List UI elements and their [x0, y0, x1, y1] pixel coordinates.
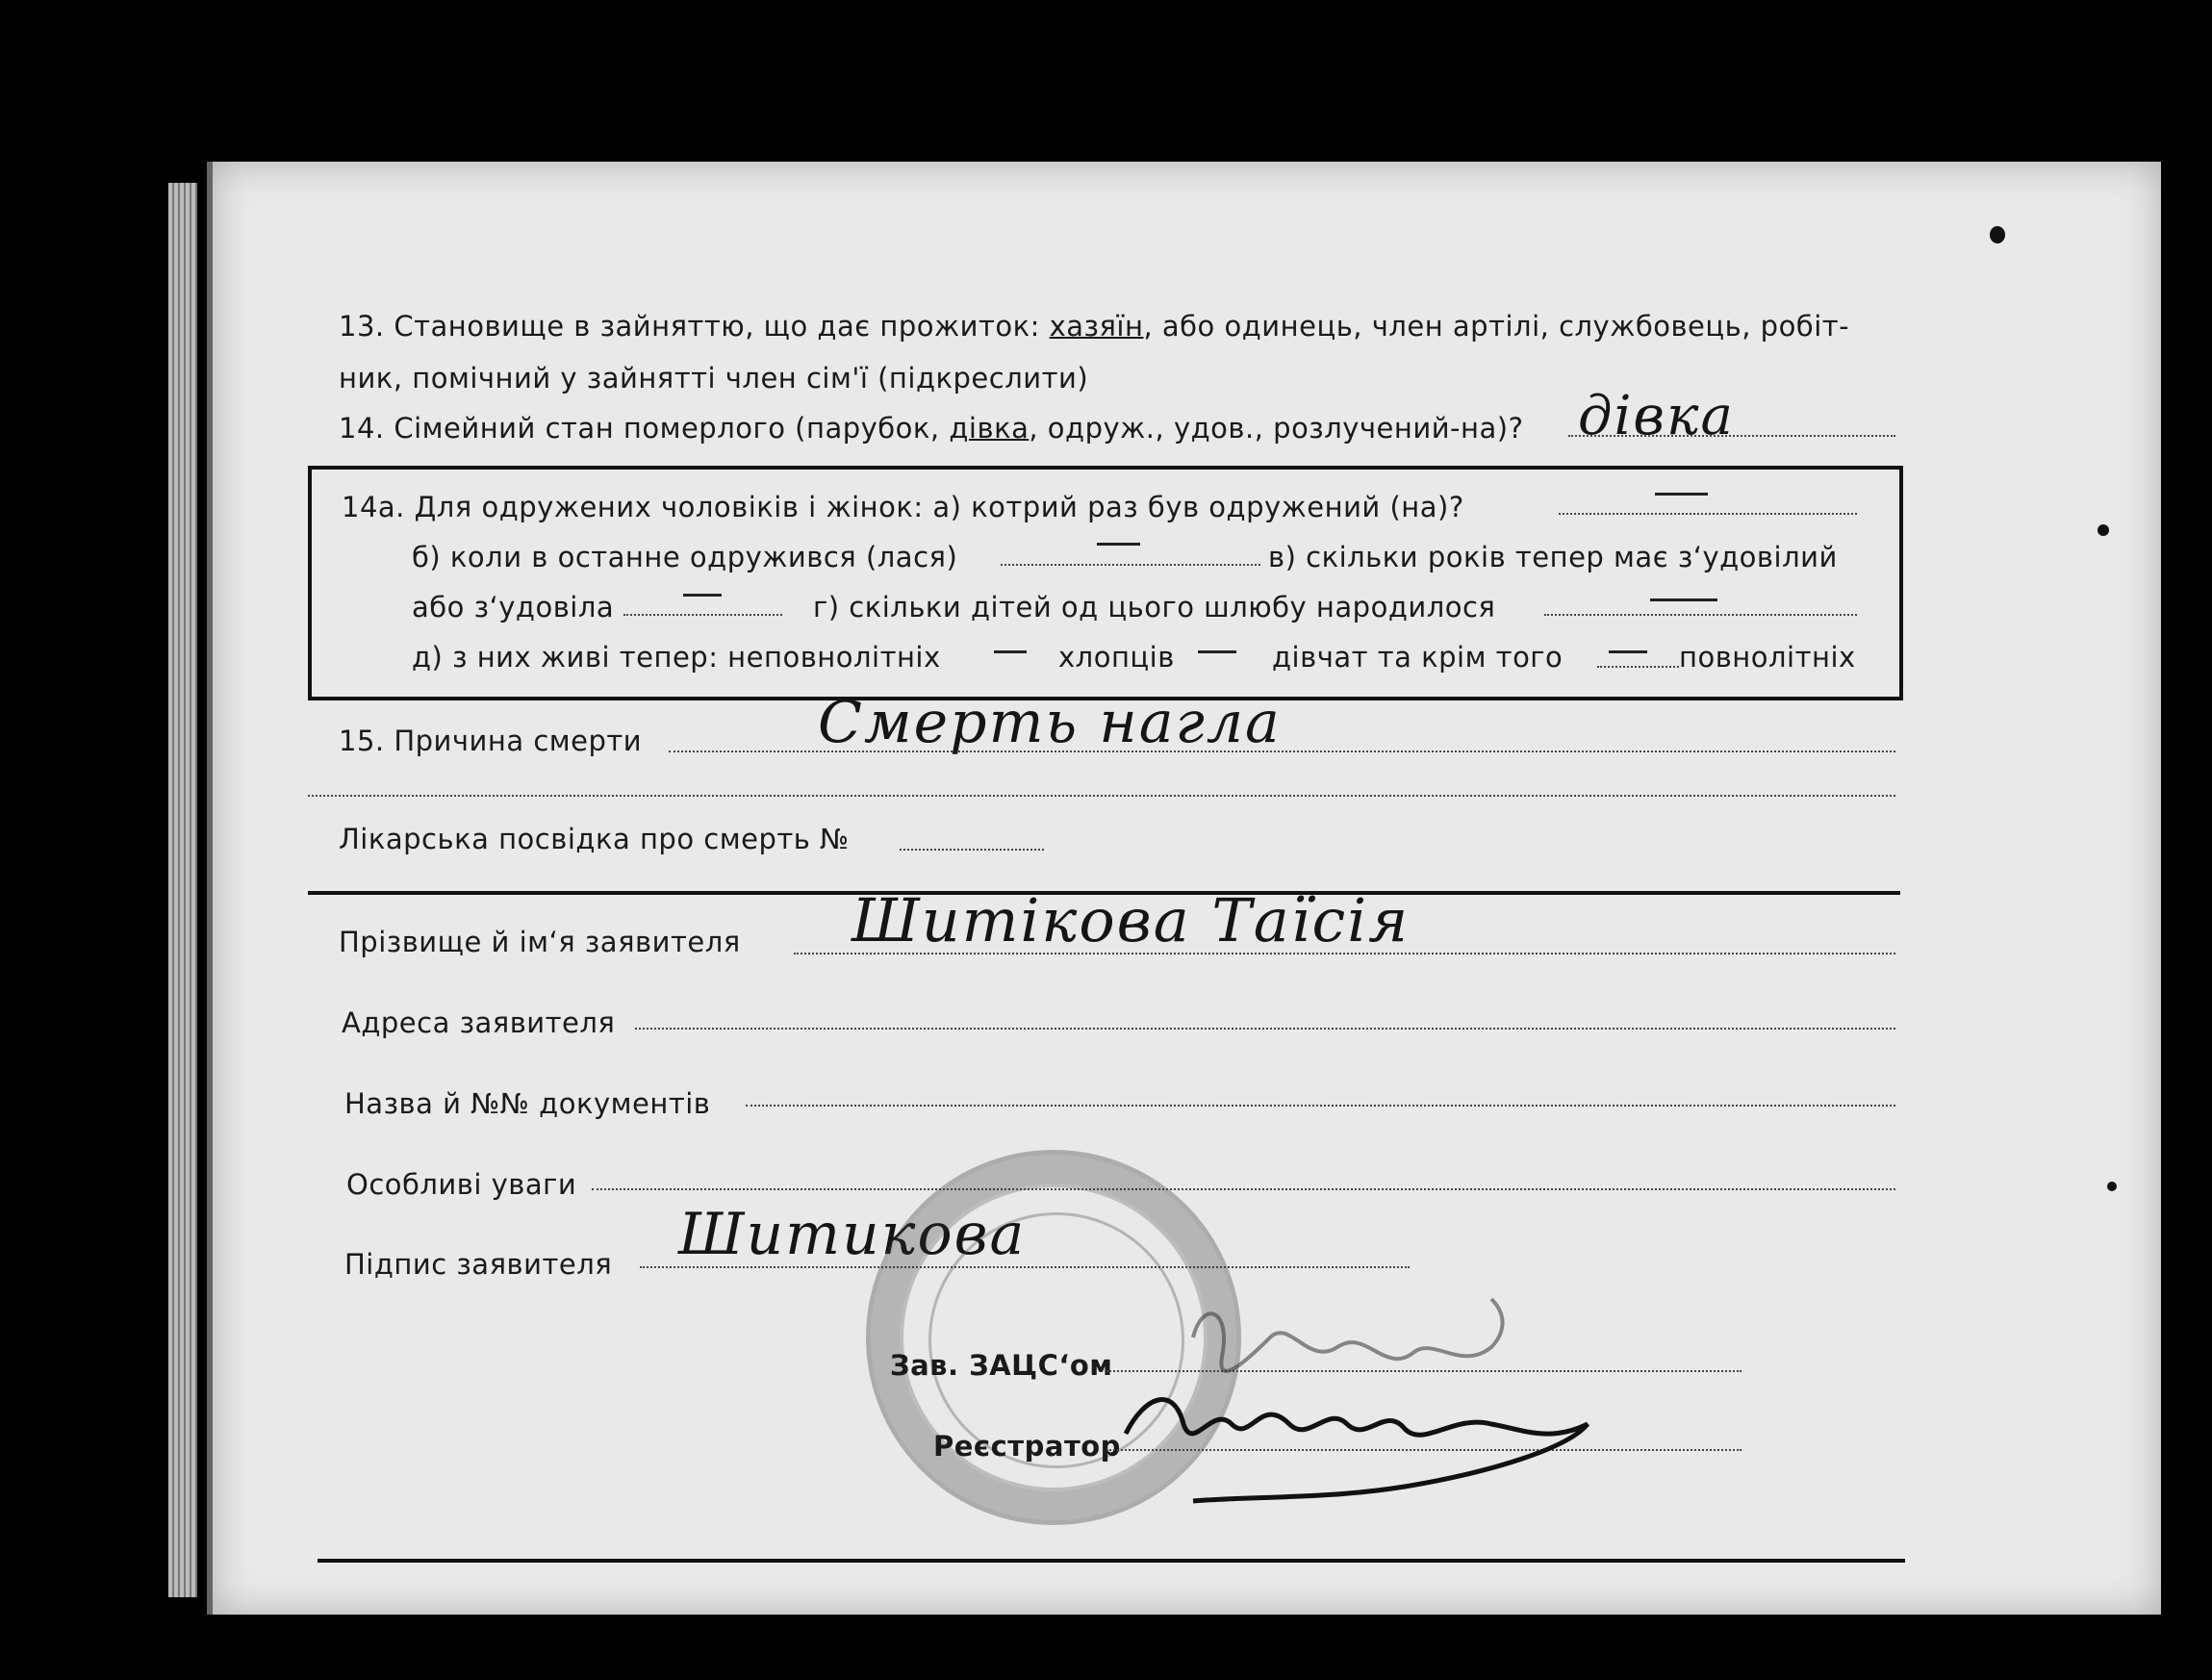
medical-certificate-label: Лікарська посвідка про смерть №	[339, 823, 850, 855]
q14-underlined-option: дівка	[949, 412, 1030, 445]
q14a-line3b: г) скільки дітей од цього шлюбу народилося	[813, 591, 1496, 624]
q15-answer-line-2	[308, 795, 1895, 797]
applicant-signature-label: Підпис заявителя	[344, 1248, 613, 1281]
q14-text-post: , одруж., удов., розлучений-на)?	[1029, 412, 1524, 445]
q14a-line3a: або з‘удовіла	[412, 591, 615, 624]
q14a-line4c: дівчат та крім того	[1272, 641, 1564, 674]
q14a-line4d: повнолітніх	[1679, 641, 1856, 674]
q14a-line4b: хлопців	[1058, 641, 1175, 674]
q13-text-pre: 13. Становище в зайняттю, що дає прожиток:	[339, 310, 1050, 343]
special-notes-label: Особливі уваги	[346, 1168, 577, 1201]
page-stack-edge	[168, 183, 197, 1597]
q14a-children-dash	[1650, 598, 1717, 601]
q15-label: 15. Причина смерти	[339, 725, 643, 757]
q14a-minors-dash	[994, 650, 1027, 653]
q14a-children-answer-line	[1544, 614, 1857, 616]
registrar-signature-drawing	[1087, 1280, 1626, 1511]
q14a-b-dash	[1097, 543, 1140, 546]
q13-line1	[339, 310, 1849, 343]
zags-head-label: Зав. ЗАЦС‘ом	[890, 1349, 1113, 1382]
applicant-signature-handwritten: Шитикова	[678, 1201, 1027, 1268]
q14a-b-answer-line	[1001, 564, 1260, 566]
registrar-label: Реєстратор	[933, 1430, 1121, 1463]
applicant-address-label: Адреса заявителя	[342, 1006, 616, 1039]
q13-text-post: , або одинець, член артілі, службовець, робіт-	[1143, 310, 1850, 343]
q14a-girls-dash	[1609, 650, 1647, 653]
ink-blot	[2098, 524, 2109, 536]
q14a-widowed-dash	[683, 594, 722, 597]
q15-handwritten-answer: Смерть нагла	[818, 689, 1282, 756]
q14a-line1: 14а. Для одружених чоловіків і жінок: а) котрий раз був одружений (на)?	[342, 491, 1464, 523]
applicant-address-line	[635, 1028, 1895, 1030]
applicant-name-label: Прізвище й ім‘я заявителя	[339, 926, 741, 958]
special-notes-line	[592, 1188, 1895, 1190]
ink-blot	[2107, 1182, 2117, 1191]
q13-line2: ник, помічний у зайнятті член сім'ї (підкреслити)	[339, 362, 1089, 395]
q14-text-pre: 14. Сімейний стан померлого (парубок,	[339, 412, 950, 445]
documents-label: Назва й №№ документів	[344, 1087, 711, 1120]
q14-line	[339, 412, 1523, 445]
q14a-widowed-answer-line	[623, 614, 782, 616]
q14a-a-dash	[1655, 493, 1708, 496]
q14a-a-answer-line	[1559, 513, 1857, 515]
q14a-line2b: в) скільки років тепер має з‘удовілий	[1268, 541, 1838, 573]
documents-line	[746, 1105, 1895, 1107]
q14a-adults-answer-line	[1597, 666, 1679, 668]
q14a-line2a: б) коли в останне одружився (лася)	[412, 541, 958, 573]
q14a-boys-dash	[1198, 650, 1236, 653]
q13-underlined-option: хазяїн	[1049, 310, 1144, 343]
medical-certificate-line	[900, 849, 1044, 851]
ink-blot	[1990, 226, 2005, 243]
q14a-line4a: д) з них живі тепер: неповнолітніх	[412, 641, 941, 674]
bottom-rule	[318, 1559, 1905, 1563]
applicant-name-handwritten: Шитікова Таїсія	[852, 885, 1411, 955]
q14-handwritten-answer: дівка	[1578, 385, 1735, 447]
